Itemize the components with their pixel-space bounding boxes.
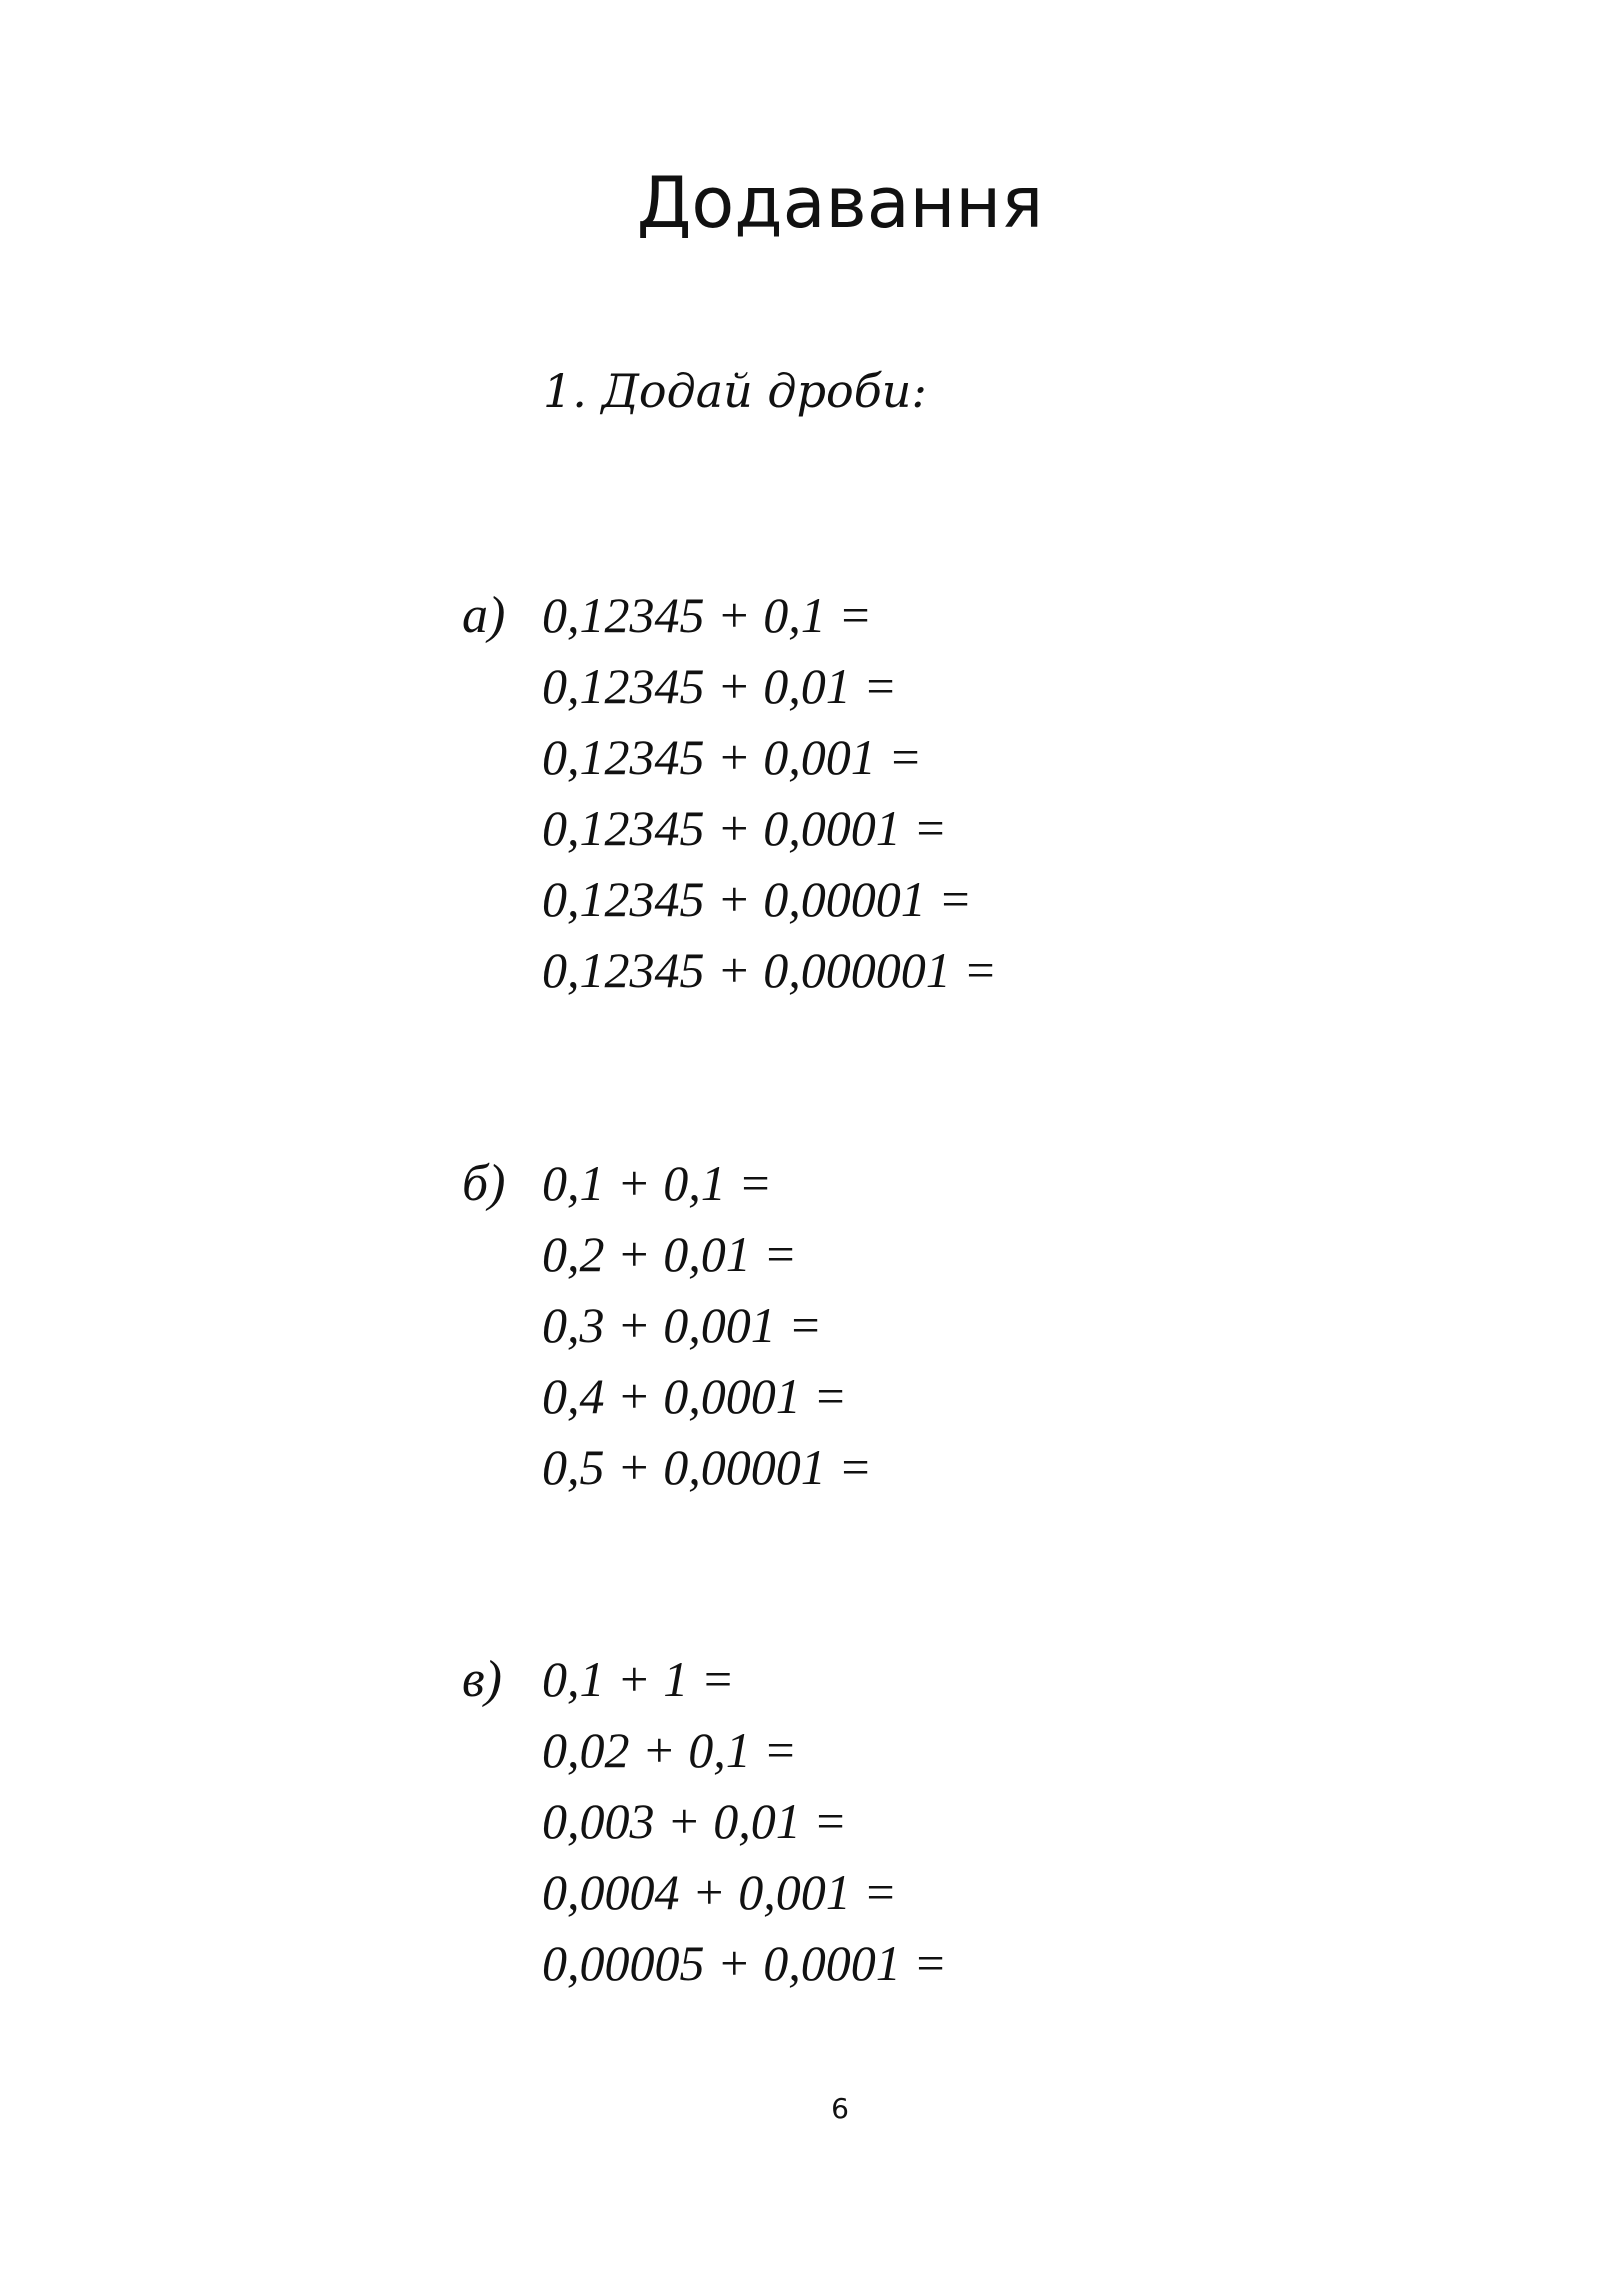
- task-heading: 1. Додай дроби:: [543, 364, 927, 418]
- section-label-c: в): [462, 1651, 502, 1708]
- exercise-item: 0,12345 + 0,000001 =: [542, 942, 997, 998]
- section-label-b: б): [462, 1155, 506, 1212]
- exercise-list-c: [542, 1644, 947, 1999]
- page-title: Додавання: [636, 162, 1044, 244]
- exercise-item: 0,5 + 0,00001 =: [542, 1439, 872, 1495]
- exercise-item: 0,3 + 0,001 =: [542, 1297, 822, 1353]
- exercise-item: 0,12345 + 0,001 =: [542, 729, 922, 785]
- section-label-a: а): [462, 587, 506, 644]
- exercise-item: 0,12345 + 0,0001 =: [542, 800, 947, 856]
- exercise-item: 0,02 + 0,1 =: [542, 1722, 797, 1778]
- exercise-list-b: [542, 1148, 872, 1503]
- exercise-item: 0,0004 + 0,001 =: [542, 1864, 897, 1920]
- exercise-item: 0,2 + 0,01 =: [542, 1226, 797, 1282]
- exercise-list-a: [542, 580, 997, 1006]
- exercise-item: 0,003 + 0,01 =: [542, 1793, 847, 1849]
- exercise-item: 0,12345 + 0,1 =: [542, 587, 872, 643]
- page-number: 6: [831, 2092, 849, 2125]
- exercise-item: 0,1 + 1 =: [542, 1651, 735, 1707]
- exercise-item: 0,1 + 0,1 =: [542, 1155, 772, 1211]
- exercise-item: 0,12345 + 0,00001 =: [542, 871, 972, 927]
- exercise-item: 0,12345 + 0,01 =: [542, 658, 897, 714]
- exercise-item: 0,4 + 0,0001 =: [542, 1368, 847, 1424]
- exercise-item: 0,00005 + 0,0001 =: [542, 1935, 947, 1991]
